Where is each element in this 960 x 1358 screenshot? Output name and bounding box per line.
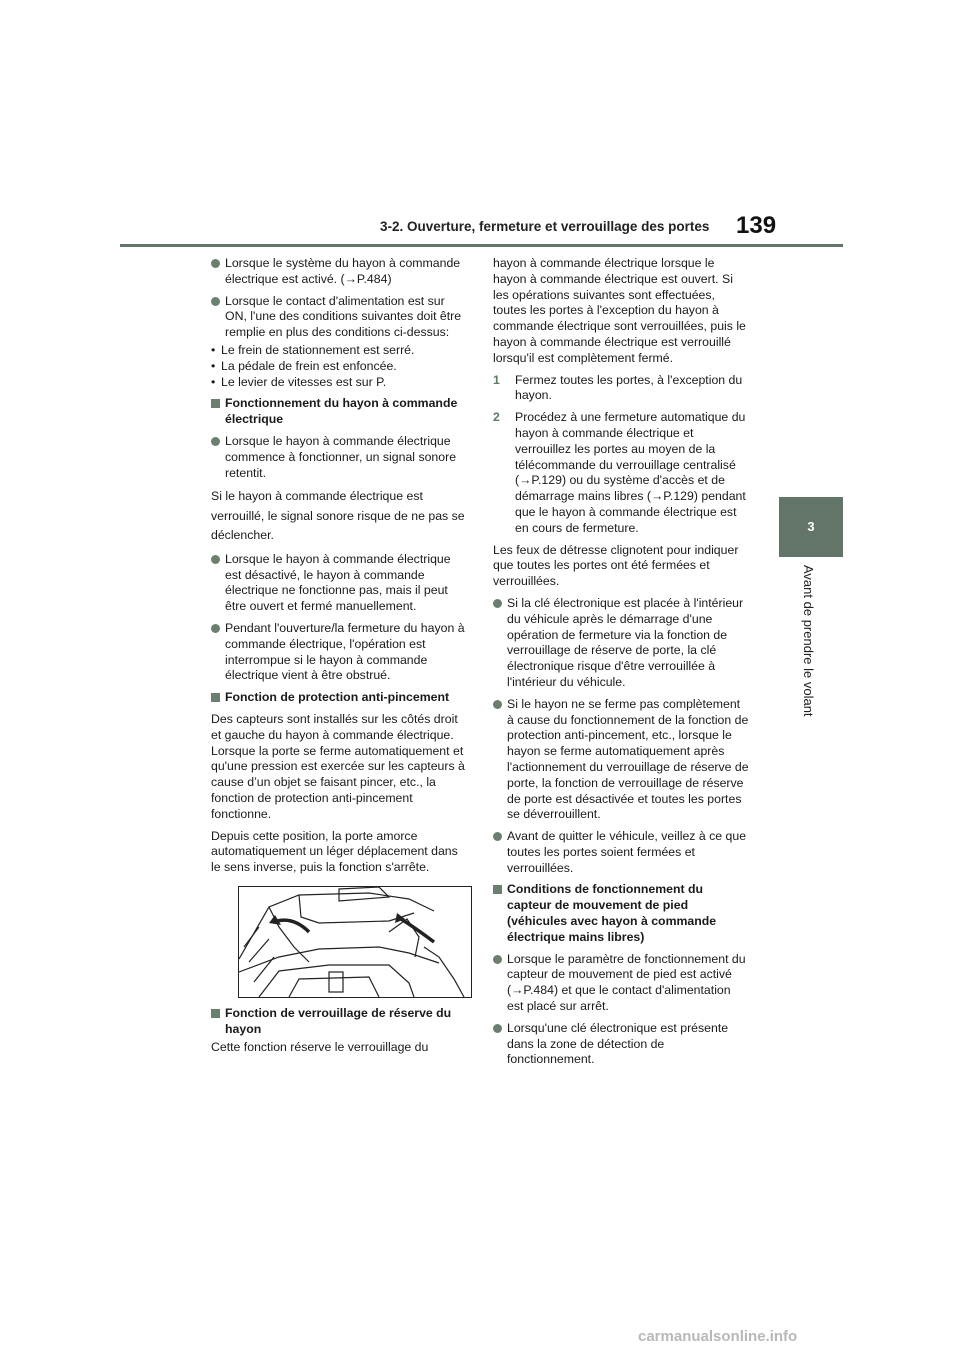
list-item: • Le frein de stationnement est serré. xyxy=(211,342,415,357)
chapter-number: 3 xyxy=(807,519,815,534)
bullet-circle-icon xyxy=(211,624,220,633)
step-number: 2 xyxy=(493,410,500,425)
paragraph: Les feux de détresse clignotent pour indiquer que toutes les portes ont été fermées et verrouillées. xyxy=(493,542,739,589)
section-heading: Fonctionnement du hayon à commande électrique xyxy=(211,396,467,428)
section-title: 3-2. Ouverture, fermeture et verrouillage des portes xyxy=(380,219,710,234)
section-heading: Fonction de protection anti-pincement xyxy=(211,690,467,706)
step-item: 2 Procédez à une fermeture automatique du hayon à commande électrique et verrouillez les portes au moyen de la télécommande du verrouillage centralisé (→P.129) ou du système d'accès et de démarrage mains libres (→P.129) pendant que le hayon à commande électrique est en cours de fermeture. xyxy=(493,410,746,535)
right-column xyxy=(493,256,749,1074)
bullet-circle-icon xyxy=(211,555,220,564)
bullet-item: Lorsque le système du hayon à commande électrique est activé. (→P.484) xyxy=(211,256,467,288)
paragraph: hayon à commande électrique lorsque le hayon à commande électrique est ouvert. Si les opérations suivantes sont effectuées, toutes les portes à l'exception du hayon à commande électrique sont verrouillées, puis le hayon à commande électrique est verrouillé lorsqu'il est complètement fermé. xyxy=(493,256,746,365)
bullet-item: Lorsque le contact d'alimentation est sur ON, l'une des conditions suivantes doit être remplie en plus des conditions ci-dessus: xyxy=(211,294,467,341)
bullet-item: Lorsque le hayon à commande électrique est désactivé, le hayon à commande électrique ne fonctionne pas, mais il peut être ouvert et fermé manuellement. xyxy=(211,552,467,615)
paragraph: Des capteurs sont installés sur les côtés droit et gauche du hayon à commande électrique. Lorsque la porte se ferme automatiquement et qu'une pression est exercée sur les capteurs à cause d’un objet se faisant pincer, etc., la fonction de protection anti-pincement fonctionne. xyxy=(211,712,465,821)
list-item: • Le levier de vitesses est sur P. xyxy=(211,374,387,389)
bullet-circle-icon xyxy=(493,599,502,608)
section-heading: Fonction de verrouillage de réserve du hayon xyxy=(211,1006,467,1038)
bullet-circle-icon xyxy=(493,1024,502,1033)
tailgate-illustration xyxy=(238,886,472,998)
paragraph: Depuis cette position, la porte amorce automatiquement un léger déplacement dans le sens inverse, puis la fonction s'arrête. xyxy=(211,828,458,875)
bullet-circle-icon xyxy=(211,297,220,306)
left-column xyxy=(211,256,467,1061)
bullet-item: Si la clé électronique est placée à l'intérieur du véhicule après le démarrage d'une opération de fermeture via la fonction de verrouillage de réserve de porte, la clé électronique risque d'être verrouillée à l'intérieur du véhicule. xyxy=(493,596,749,691)
bullet-circle-icon xyxy=(211,437,220,446)
heading-square-icon xyxy=(211,693,220,702)
bullet-item: Lorsque le hayon à commande électrique commence à fonctionner, un signal sonore retentit. xyxy=(211,434,467,481)
page-number: 139 xyxy=(736,212,777,239)
bullet-item: Lorsqu'une clé électronique est présente dans la zone de détection de fonctionnement. xyxy=(493,1021,749,1068)
heading-square-icon xyxy=(493,885,502,894)
tailgate-drawing xyxy=(239,887,471,997)
bullet-circle-icon xyxy=(211,259,220,268)
bullet-item: Pendant l'ouverture/la fermeture du hayon à commande électrique, l'opération est interrompue si le hayon à commande électrique vient à être obstrué. xyxy=(211,621,467,684)
condition-list xyxy=(211,343,467,390)
bullet-item: Lorsque le paramètre de fonctionnement du capteur de mouvement de pied est activé (→P.484) et que le contact d'alimentation est placé sur arrêt. xyxy=(493,952,749,1015)
paragraph: Si le hayon à commande électrique est verrouillé, le signal sonore risque de ne pas se déclencher. xyxy=(211,489,465,543)
heading-square-icon xyxy=(211,1009,220,1018)
step-item: 1 Fermez toutes les portes, à l'exception du hayon. xyxy=(493,372,743,403)
bullet-circle-icon xyxy=(493,700,502,709)
bullet-item: Si le hayon ne se ferme pas complètement à cause du fonctionnement de la fonction de protection anti-pincement, etc., lorsque le hayon se ferme automatiquement après l'actionnement du verrouillage de réserve de porte, la fonction de verrouillage de réserve de porte est désactivée et toutes les portes se déverrouillent. xyxy=(493,697,749,823)
bullet-circle-icon xyxy=(493,832,502,841)
bullet-item: Avant de quitter le véhicule, veillez à ce que toutes les portes soient fermées et verrouillées. xyxy=(493,829,749,876)
section-heading: Conditions de fonctionnement du capteur de mouvement de pied (véhicules avec hayon à commande électrique mains libres) xyxy=(493,882,749,945)
bullet-circle-icon xyxy=(493,955,502,964)
header-rule xyxy=(120,244,843,247)
paragraph: Cette fonction réserve le verrouillage du xyxy=(211,1039,429,1054)
list-item: • La pédale de frein est enfoncée. xyxy=(211,358,397,373)
step-number: 1 xyxy=(493,372,500,387)
heading-square-icon xyxy=(211,399,220,408)
watermark: carmanualsonline.info xyxy=(638,1328,798,1345)
chapter-title: Avant de prendre le volant xyxy=(801,565,816,717)
chapter-tab xyxy=(779,497,843,557)
